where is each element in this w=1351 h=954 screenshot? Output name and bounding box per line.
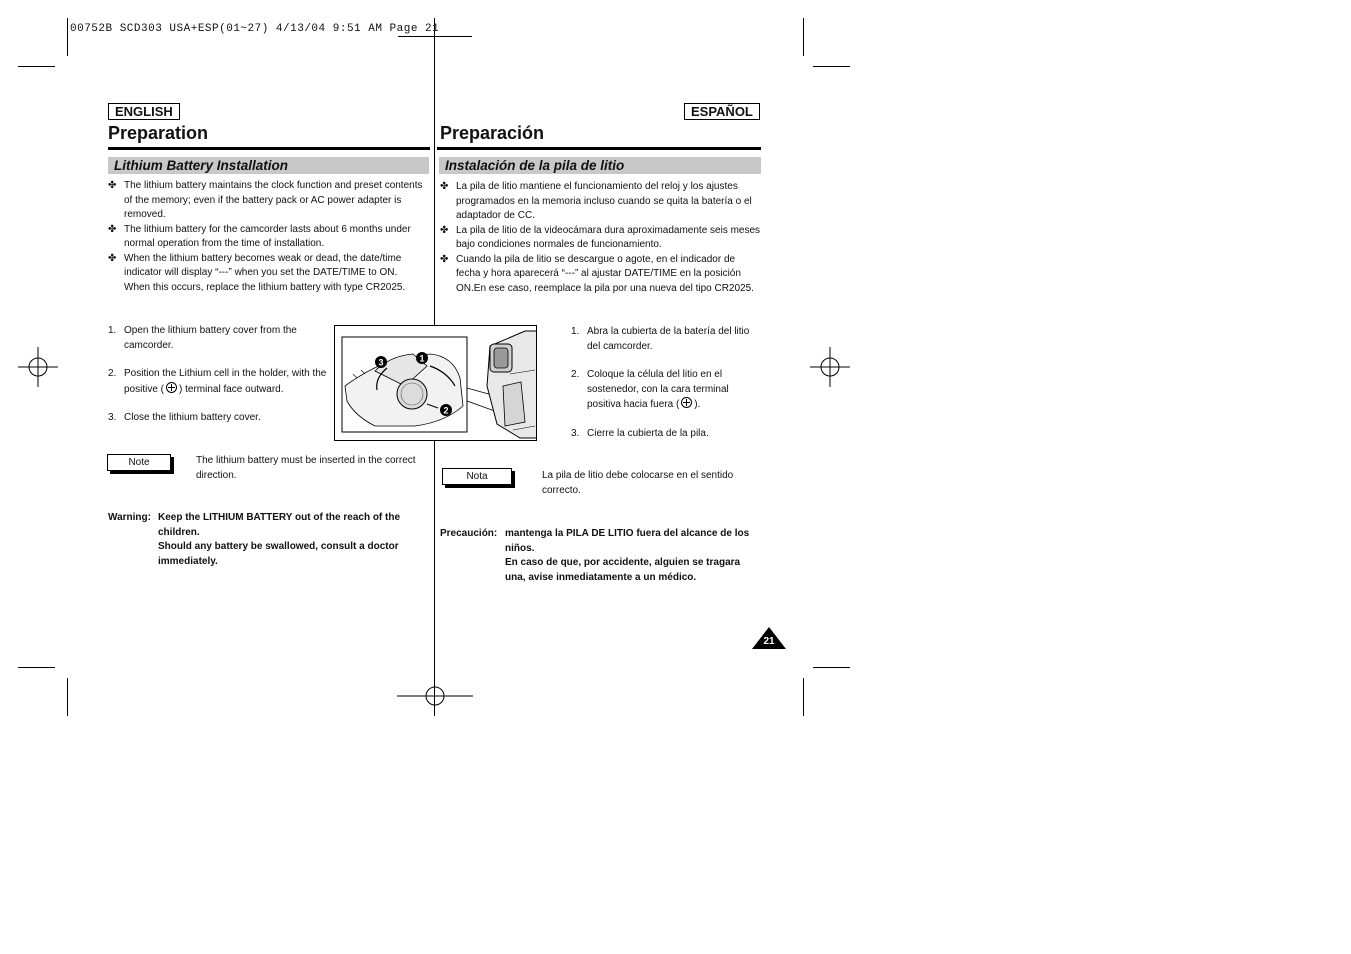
camcorder-illustration (335, 326, 537, 441)
title-rule (108, 147, 430, 150)
svg-text:2: 2 (443, 405, 449, 416)
crop-mark (67, 678, 68, 716)
bullet-icon: ✤ (108, 223, 117, 235)
bullet-icon: ✤ (108, 252, 117, 264)
bullet-icon: ✤ (108, 180, 117, 191)
note-label-english: Note (107, 454, 171, 471)
registration-mark-icon (397, 678, 473, 718)
registration-mark-icon (18, 347, 58, 387)
steps-list-english (108, 324, 334, 426)
page-number-badge (752, 627, 786, 650)
list-item: 3. Cierre la cubierta de la pila. (571, 427, 709, 439)
page-title-spanish: Preparación (440, 123, 545, 143)
section-heading-spanish: Instalación de la pila de litio (439, 157, 761, 174)
bullet-icon: ✤ (440, 224, 449, 236)
list-item: 3. Close the lithium battery cover. (108, 412, 261, 423)
crop-mark (813, 66, 850, 67)
list-item: ✤ The lithium battery for the camcorder lasts about 6 months under normal operation from the time of installation. (108, 223, 411, 249)
registration-mark-icon (810, 347, 850, 387)
crop-mark (398, 36, 472, 37)
callout-3-icon (375, 356, 387, 368)
bullet-icon: ✤ (440, 253, 449, 265)
list-item: ✤ La pila de litio mantiene el funcionamiento del reloj y los ajustes programados en la memoria incluso cuando se quita la batería o el adaptador de CC. (440, 181, 752, 221)
list-item: ✤ Cuando la pila de litio se descargue o agote, en el indicador de fecha y hora aparecerá “---” al ajustar DATE/TIME en la posición ON.En ese caso, reemplace la pila por una nueva del tipo CR2025. (440, 253, 754, 294)
note-text-spanish: La pila de litio debe colocarse en el sentido correcto. (542, 470, 734, 496)
crop-mark (803, 678, 804, 716)
svg-text:1: 1 (419, 353, 425, 364)
print-header-line: 00752B SCD303 USA+ESP(01~27) 4/13/04 9:51 AM Page 21 (70, 23, 440, 35)
list-item: ✤ When the lithium battery becomes weak or dead, the date/time indicator will display “---” when you set the DATE/TIME to ON. When this occurs, replace the lithium battery with type CR2025. (108, 252, 406, 293)
crop-mark (813, 667, 850, 668)
title-rule (437, 147, 761, 150)
callout-1-icon (416, 352, 428, 364)
list-item: ✤ La pila de litio de la videocámara dura aproximadamente seis meses bajo condiciones normales de funcionamiento. (440, 224, 761, 250)
page-number: 21 (763, 636, 775, 647)
bullet-list-spanish (440, 180, 761, 296)
list-item: 1. Open the lithium battery cover from the camcorder. (108, 325, 297, 351)
warning-english: Warning: Keep the LITHIUM BATTERY out of the reach of the children. Should any battery be swallowed, consult a doctor immediately. (108, 512, 401, 567)
warning-label: Precaución: (440, 528, 498, 539)
crop-mark (18, 667, 55, 668)
battery-installation-figure (334, 325, 537, 441)
plus-terminal-icon (166, 382, 177, 393)
section-heading-english: Lithium Battery Installation (108, 157, 429, 174)
plus-terminal-icon (681, 397, 692, 408)
list-item: 2. Coloque la célula del litio en el sostenedor, con la cara terminal positiva hacia fuera ( ). (571, 369, 729, 410)
crop-mark (67, 18, 68, 56)
steps-list-spanish (571, 325, 759, 441)
svg-text:3: 3 (378, 357, 384, 368)
warning-spanish: Precaución: mantenga la PILA DE LITIO fuera del alcance de los niños. En caso de que, por accidente, alguien se tragara una, avise inmediatamente a un médico. (440, 528, 750, 583)
list-item: 1. Abra la cubierta de la batería del litio del camcorder. (571, 326, 750, 352)
crop-mark (18, 66, 55, 67)
bullet-icon: ✤ (440, 181, 449, 192)
warning-label: Warning: (108, 512, 151, 523)
page-title-english: Preparation (108, 123, 209, 143)
list-item: ✤ The lithium battery maintains the clock function and preset contents of the memory; even if the battery pack or AC power adapter is removed. (108, 180, 423, 220)
list-item: 2. Position the Lithium cell in the holder, with the positive ( ) terminal face outward. (108, 368, 327, 395)
language-label-english: ENGLISH (108, 103, 180, 120)
crop-mark (803, 18, 804, 56)
bullet-list-english (108, 179, 423, 295)
callout-2-icon (440, 404, 452, 416)
note-text-english: The lithium battery must be inserted in the correct direction. (196, 455, 416, 481)
language-label-spanish: ESPAÑOL (684, 103, 760, 120)
note-label-spanish: Nota (442, 468, 512, 485)
